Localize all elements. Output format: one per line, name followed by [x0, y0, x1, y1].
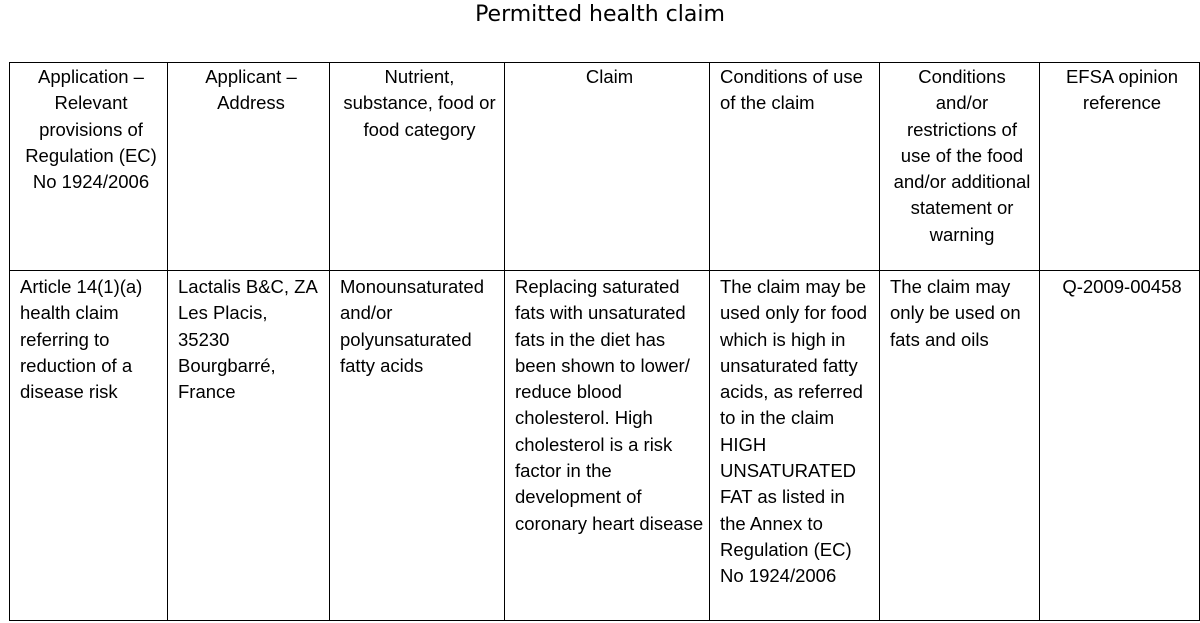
- header-conditions-of-use: Conditions of use of the claim: [710, 63, 880, 271]
- table-header-row: [10, 63, 1200, 271]
- cell-applicant: Lactalis B&C, ZA Les Placis, 35230 Bourgbarré, France: [168, 271, 330, 621]
- header-applicant-address: Applicant – Address: [168, 63, 330, 271]
- header-nutrient-substance: Nutrient, substance, food or food category: [330, 63, 505, 271]
- cell-claim: Replacing saturated fats with unsaturated fats in the diet has been shown to lower/ reduce blood cholesterol. High cholesterol is a risk factor in the development of coronary heart disease: [505, 271, 710, 621]
- header-conditions-restrictions: Conditions and/or restrictions of use of the food and/or additional statement or warning: [880, 63, 1040, 271]
- cell-efsa-reference: Q-2009-00458: [1040, 271, 1200, 621]
- page-title: Permitted health claim: [475, 2, 725, 27]
- health-claim-table: [9, 62, 1200, 621]
- header-claim: Claim: [505, 63, 710, 271]
- cell-provision: Article 14(1)(a) health claim referring to reduction of a disease risk: [10, 271, 168, 621]
- header-application-provisions: Application – Relevant provisions of Regulation (EC) No 1924/2006: [10, 63, 168, 271]
- cell-restrictions: The claim may only be used on fats and oils: [880, 271, 1040, 621]
- cell-nutrient: Monounsaturated and/or polyunsaturated fatty acids: [330, 271, 505, 621]
- cell-conditions-of-use: The claim may be used only for food which is high in unsaturated fatty acids, as referred to in the claim HIGH UNSATURATED FAT as listed in the Annex to Regulation (EC) No 1924/2006: [710, 271, 880, 621]
- table-row: [10, 271, 1200, 621]
- header-efsa-opinion-reference: EFSA opinion reference: [1040, 63, 1200, 271]
